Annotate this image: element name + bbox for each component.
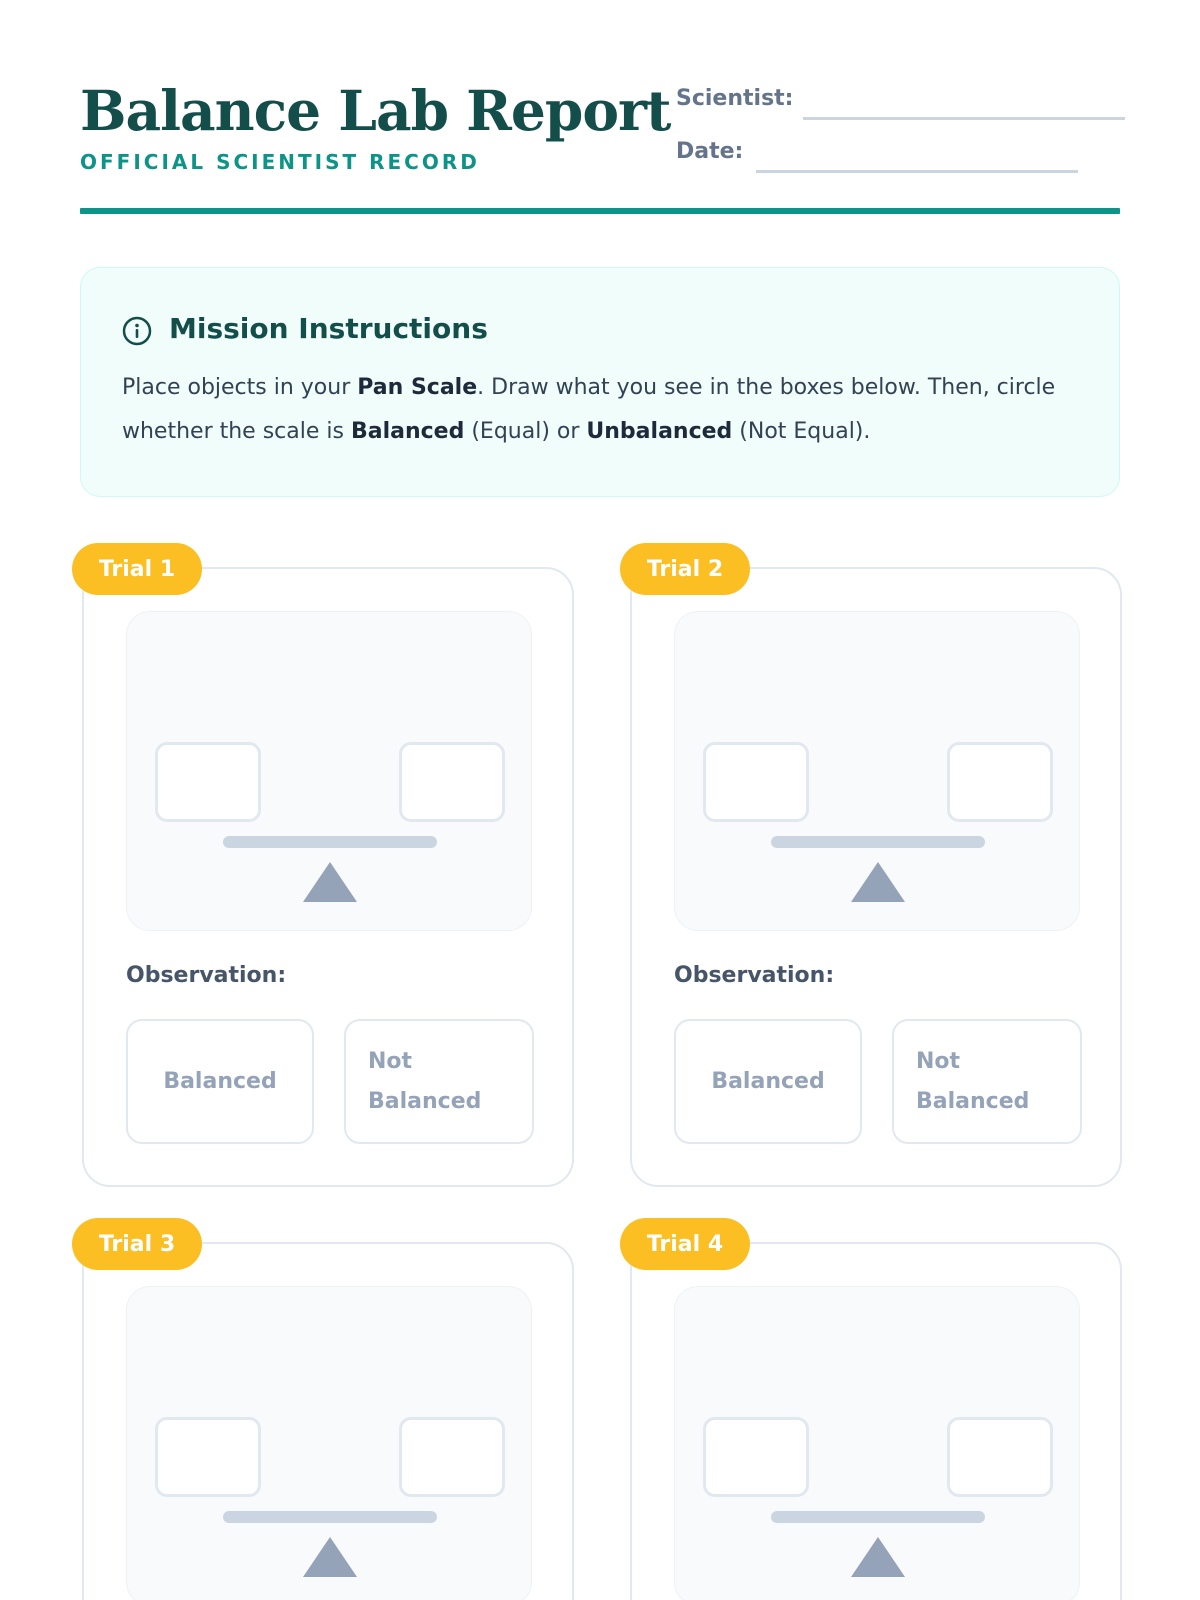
right-pan-box[interactable] — [947, 742, 1053, 822]
not-balanced-label: Not Balanced — [916, 1048, 1030, 1114]
scale-beam — [223, 836, 437, 848]
scale-beam — [771, 1511, 985, 1523]
trial-badge: Trial 3 — [72, 1218, 202, 1270]
info-circle-icon — [122, 316, 152, 346]
scientist-label: Scientist: — [676, 86, 794, 111]
fulcrum-triangle-icon — [851, 1537, 905, 1577]
left-pan-box[interactable] — [155, 742, 261, 822]
scale-beam — [223, 1511, 437, 1523]
instructions-panel — [80, 267, 1120, 497]
left-pan-box[interactable] — [155, 1417, 261, 1497]
right-pan-box[interactable] — [399, 742, 505, 822]
instructions-text: Place objects in your Pan Scale. Draw what you see in the boxes below. Then, circle whether the scale is Balanced (Equal) or Unbalanced (Not Equal). — [122, 375, 1056, 444]
header-divider — [80, 208, 1120, 214]
drawing-area[interactable] — [674, 1286, 1080, 1600]
balanced-option[interactable]: Balanced — [674, 1019, 862, 1144]
observation-label: Observation: — [674, 963, 835, 988]
page-title: Balance Lab Report — [80, 78, 671, 143]
fulcrum-triangle-icon — [303, 862, 357, 902]
drawing-area[interactable] — [674, 611, 1080, 931]
page-subtitle: OFFICIAL SCIENTIST RECORD — [80, 150, 480, 174]
trial-badge: Trial 1 — [72, 543, 202, 595]
instructions-heading: Mission Instructions — [169, 312, 488, 345]
right-pan-box[interactable] — [399, 1417, 505, 1497]
balanced-option[interactable]: Balanced — [126, 1019, 314, 1144]
trial-card-2 — [630, 556, 1122, 1187]
drawing-area[interactable] — [126, 611, 532, 931]
observation-label: Observation: — [126, 963, 287, 988]
scientist-field[interactable] — [803, 117, 1125, 120]
trial-badge: Trial 4 — [620, 1218, 750, 1270]
fulcrum-triangle-icon — [303, 1537, 357, 1577]
date-field[interactable] — [756, 170, 1078, 173]
not-balanced-option[interactable] — [892, 1019, 1082, 1144]
fulcrum-triangle-icon — [851, 862, 905, 902]
not-balanced-label: Not Balanced — [368, 1048, 482, 1114]
left-pan-box[interactable] — [703, 1417, 809, 1497]
scale-beam — [771, 836, 985, 848]
not-balanced-option[interactable] — [344, 1019, 534, 1144]
trial-card-1 — [82, 556, 574, 1187]
trial-card-3 — [82, 1231, 574, 1600]
left-pan-box[interactable] — [703, 742, 809, 822]
trial-card-4 — [630, 1231, 1122, 1600]
drawing-area[interactable] — [126, 1286, 532, 1600]
date-label: Date: — [676, 139, 744, 164]
trial-badge: Trial 2 — [620, 543, 750, 595]
right-pan-box[interactable] — [947, 1417, 1053, 1497]
